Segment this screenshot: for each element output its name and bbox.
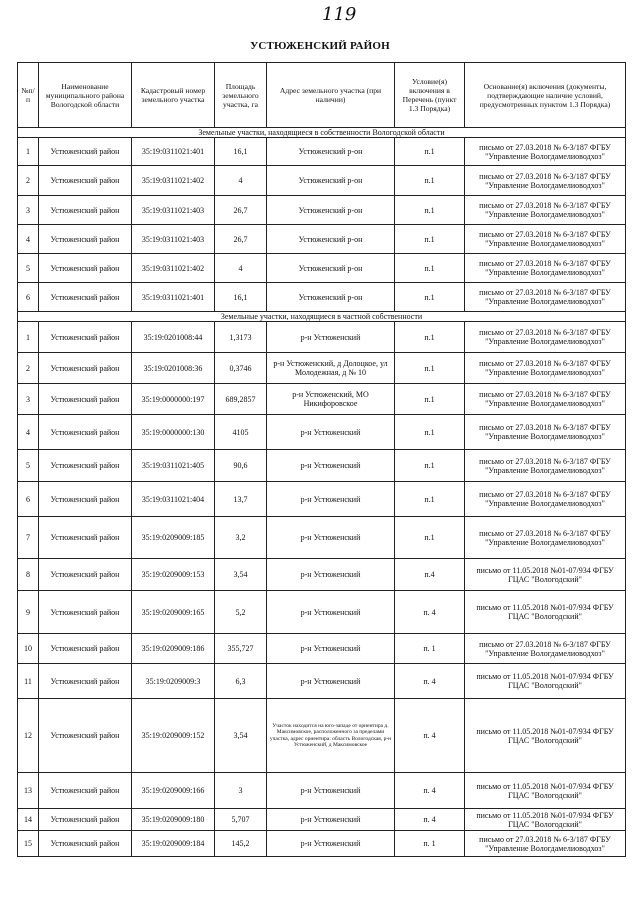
section-title: Земельные участки, находящиеся в частной собственности bbox=[18, 312, 626, 322]
basis-cell: письмо от 11.05.2018 №01-07/934 ФГБУ ГЦАС "Вологодский" bbox=[465, 699, 626, 773]
condition-cell: п.1 bbox=[395, 225, 465, 254]
area-cell: 689,2857 bbox=[215, 384, 267, 415]
cadastral-number-cell: 35:19:0209009:166 bbox=[132, 773, 215, 809]
row-number: 3 bbox=[18, 196, 39, 225]
address-cell: Участок находится на юго-западе от ориентира д. Максимовское, расположенного за пределами участка, адрес ориентира: область Вологодская, р-н Устюженский, д Максимовское bbox=[267, 699, 395, 773]
area-cell: 4 bbox=[215, 166, 267, 196]
area-cell: 4 bbox=[215, 254, 267, 283]
table-row bbox=[18, 773, 626, 809]
address-cell: Устюженский р-он bbox=[267, 283, 395, 312]
district-cell: Устюженский район bbox=[39, 559, 132, 591]
condition-cell: п.1 bbox=[395, 384, 465, 415]
row-number: 1 bbox=[18, 322, 39, 353]
row-number: 10 bbox=[18, 634, 39, 664]
row-number: 4 bbox=[18, 225, 39, 254]
table-row bbox=[18, 225, 626, 254]
section-header-row bbox=[18, 128, 626, 138]
cadastral-number-cell: 35:19:0311021:403 bbox=[132, 196, 215, 225]
cadastral-number-cell: 35:19:0311021:401 bbox=[132, 138, 215, 166]
condition-cell: п.1 bbox=[395, 415, 465, 450]
area-cell: 5,707 bbox=[215, 809, 267, 831]
condition-cell: п.1 bbox=[395, 482, 465, 517]
basis-cell: письмо от 27.03.2018 № 6-3/187 ФГБУ "Управление Вологдамелиоводхоз" bbox=[465, 482, 626, 517]
address-cell: р-н Устюженский bbox=[267, 482, 395, 517]
address-cell: р-н Устюженский bbox=[267, 664, 395, 699]
address-cell: р-н Устюженский, МО Никифоровское bbox=[267, 384, 395, 415]
area-cell: 3,54 bbox=[215, 699, 267, 773]
condition-cell: п. 4 bbox=[395, 664, 465, 699]
area-cell: 1,3173 bbox=[215, 322, 267, 353]
section-header-row bbox=[18, 312, 626, 322]
district-cell: Устюженский район bbox=[39, 634, 132, 664]
address-cell: р-н Устюженский bbox=[267, 634, 395, 664]
area-cell: 3 bbox=[215, 773, 267, 809]
district-cell: Устюженский район bbox=[39, 196, 132, 225]
condition-cell: п. 4 bbox=[395, 773, 465, 809]
district-cell: Устюженский район bbox=[39, 384, 132, 415]
page-number: 119 bbox=[322, 4, 357, 25]
basis-cell: письмо от 11.05.2018 №01-07/934 ФГБУ ГЦАС "Вологодский" bbox=[465, 809, 626, 831]
area-cell: 3,2 bbox=[215, 517, 267, 559]
cadastral-number-cell: 35:19:0209009:180 bbox=[132, 809, 215, 831]
basis-cell: письмо от 27.03.2018 № 6-3/187 ФГБУ "Управление Вологдамелиоводхоз" bbox=[465, 166, 626, 196]
district-cell: Устюженский район bbox=[39, 517, 132, 559]
basis-cell: письмо от 27.03.2018 № 6-3/187 ФГБУ "Управление Вологдамелиоводхоз" bbox=[465, 254, 626, 283]
row-number: 8 bbox=[18, 559, 39, 591]
district-cell: Устюженский район bbox=[39, 809, 132, 831]
condition-cell: п. 4 bbox=[395, 809, 465, 831]
table-row bbox=[18, 450, 626, 482]
basis-cell: письмо от 27.03.2018 № 6-3/187 ФГБУ "Управление Вологдамелиоводхоз" bbox=[465, 138, 626, 166]
area-cell: 16,1 bbox=[215, 283, 267, 312]
address-cell: р-н Устюженский bbox=[267, 831, 395, 857]
header-condition: Условие(я) включения в Перечень (пункт 1.3 Порядка) bbox=[395, 63, 465, 128]
basis-cell: письмо от 27.03.2018 № 6-3/187 ФГБУ "Управление Вологдамелиоводхоз" bbox=[465, 450, 626, 482]
table-body bbox=[18, 128, 626, 857]
basis-cell: письмо от 27.03.2018 № 6-3/187 ФГБУ "Управление Вологдамелиоводхоз" bbox=[465, 322, 626, 353]
header-district: Наименование муниципального района Вологодской области bbox=[39, 63, 132, 128]
cadastral-number-cell: 35:19:0209009:184 bbox=[132, 831, 215, 857]
row-number: 1 bbox=[18, 138, 39, 166]
address-cell: Устюженский р-он bbox=[267, 225, 395, 254]
table-row bbox=[18, 482, 626, 517]
cadastral-number-cell: 35:19:0209009:152 bbox=[132, 699, 215, 773]
table-row bbox=[18, 196, 626, 225]
cadastral-number-cell: 35:19:0311021:403 bbox=[132, 225, 215, 254]
address-cell: р-н Устюженский bbox=[267, 773, 395, 809]
header-number: №п/ п bbox=[18, 63, 39, 128]
address-cell: р-н Устюженский bbox=[267, 415, 395, 450]
address-cell: р-н Устюженский bbox=[267, 559, 395, 591]
row-number: 13 bbox=[18, 773, 39, 809]
table-row bbox=[18, 591, 626, 634]
row-number: 6 bbox=[18, 283, 39, 312]
district-cell: Устюженский район bbox=[39, 773, 132, 809]
condition-cell: п. 1 bbox=[395, 634, 465, 664]
area-cell: 6,3 bbox=[215, 664, 267, 699]
table-row bbox=[18, 831, 626, 857]
basis-cell: письмо от 27.03.2018 № 6-3/187 ФГБУ "Управление Вологдамелиоводхоз" bbox=[465, 415, 626, 450]
address-cell: р-н Устюженский bbox=[267, 591, 395, 634]
basis-cell: письмо от 11.05.2018 №01-07/934 ФГБУ ГЦАС "Вологодский" bbox=[465, 591, 626, 634]
area-cell: 26,7 bbox=[215, 196, 267, 225]
table-header-row bbox=[18, 63, 626, 128]
district-cell: Устюженский район bbox=[39, 482, 132, 517]
address-cell: р-н Устюженский bbox=[267, 322, 395, 353]
condition-cell: п. 1 bbox=[395, 831, 465, 857]
row-number: 15 bbox=[18, 831, 39, 857]
condition-cell: п.1 bbox=[395, 196, 465, 225]
district-cell: Устюженский район bbox=[39, 415, 132, 450]
district-cell: Устюженский район bbox=[39, 353, 132, 384]
district-cell: Устюженский район bbox=[39, 322, 132, 353]
header-area: Площадь земельного участка, га bbox=[215, 63, 267, 128]
address-cell: Устюженский р-он bbox=[267, 138, 395, 166]
table-row bbox=[18, 664, 626, 699]
address-cell: Устюженский р-он bbox=[267, 166, 395, 196]
basis-cell: письмо от 27.03.2018 № 6-3/187 ФГБУ "Управление Вологдамелиоводхоз" bbox=[465, 384, 626, 415]
basis-cell: письмо от 27.03.2018 № 6-3/187 ФГБУ "Управление Вологдамелиоводхоз" bbox=[465, 196, 626, 225]
basis-cell: письмо от 27.03.2018 № 6-3/187 ФГБУ "Управление Вологдамелиоводхоз" bbox=[465, 634, 626, 664]
district-cell: Устюженский район bbox=[39, 699, 132, 773]
cadastral-number-cell: 35:19:0000000:130 bbox=[132, 415, 215, 450]
cadastral-number-cell: 35:19:0209009:165 bbox=[132, 591, 215, 634]
basis-cell: письмо от 11.05.2018 №01-07/934 ФГБУ ГЦАС "Вологодский" bbox=[465, 559, 626, 591]
table-row bbox=[18, 138, 626, 166]
area-cell: 5,2 bbox=[215, 591, 267, 634]
table-row bbox=[18, 254, 626, 283]
basis-cell: письмо от 27.03.2018 № 6-3/187 ФГБУ "Управление Вологдамелиоводхоз" bbox=[465, 353, 626, 384]
table-row bbox=[18, 415, 626, 450]
area-cell: 26,7 bbox=[215, 225, 267, 254]
row-number: 6 bbox=[18, 482, 39, 517]
land-plots-table bbox=[17, 62, 626, 857]
address-cell: Устюженский р-он bbox=[267, 254, 395, 283]
area-cell: 145,2 bbox=[215, 831, 267, 857]
cadastral-number-cell: 35:19:0311021:404 bbox=[132, 482, 215, 517]
address-cell: р-н Устюженский bbox=[267, 517, 395, 559]
row-number: 3 bbox=[18, 384, 39, 415]
cadastral-number-cell: 35:19:0201008:44 bbox=[132, 322, 215, 353]
district-cell: Устюженский район bbox=[39, 138, 132, 166]
district-cell: Устюженский район bbox=[39, 225, 132, 254]
row-number: 11 bbox=[18, 664, 39, 699]
header-cadastral: Кадастровый номер земельного участка bbox=[132, 63, 215, 128]
condition-cell: п. 4 bbox=[395, 699, 465, 773]
row-number: 5 bbox=[18, 254, 39, 283]
address-cell: р-н Устюженский, д Долоцкое, ул Молодежная, д № 10 bbox=[267, 353, 395, 384]
district-cell: Устюженский район bbox=[39, 831, 132, 857]
table-row bbox=[18, 517, 626, 559]
basis-cell: письмо от 27.03.2018 № 6-3/187 ФГБУ "Управление Вологдамелиоводхоз" bbox=[465, 283, 626, 312]
address-cell: Устюженский р-он bbox=[267, 196, 395, 225]
area-cell: 90,6 bbox=[215, 450, 267, 482]
area-cell: 16,1 bbox=[215, 138, 267, 166]
row-number: 7 bbox=[18, 517, 39, 559]
cadastral-number-cell: 35:19:0311021:402 bbox=[132, 254, 215, 283]
row-number: 2 bbox=[18, 166, 39, 196]
row-number: 14 bbox=[18, 809, 39, 831]
cadastral-number-cell: 35:19:0209009:153 bbox=[132, 559, 215, 591]
address-cell: р-н Устюженский bbox=[267, 450, 395, 482]
row-number: 2 bbox=[18, 353, 39, 384]
table-row bbox=[18, 634, 626, 664]
table-row bbox=[18, 353, 626, 384]
cadastral-number-cell: 35:19:0209009:185 bbox=[132, 517, 215, 559]
condition-cell: п.1 bbox=[395, 138, 465, 166]
condition-cell: п. 4 bbox=[395, 591, 465, 634]
header-basis: Основание(я) включения (документы, подтверждающие наличие условий, предусмотренных пунктом 1.3 Порядка) bbox=[465, 63, 626, 128]
area-cell: 355,727 bbox=[215, 634, 267, 664]
cadastral-number-cell: 35:19:0311021:402 bbox=[132, 166, 215, 196]
row-number: 12 bbox=[18, 699, 39, 773]
basis-cell: письмо от 11.05.2018 №01-07/934 ФГБУ ГЦАС "Вологодский" bbox=[465, 773, 626, 809]
area-cell: 3,54 bbox=[215, 559, 267, 591]
table-row bbox=[18, 699, 626, 773]
district-cell: Устюженский район bbox=[39, 591, 132, 634]
area-cell: 0,3746 bbox=[215, 353, 267, 384]
table-row bbox=[18, 322, 626, 353]
condition-cell: п.1 bbox=[395, 322, 465, 353]
district-cell: Устюженский район bbox=[39, 664, 132, 699]
district-cell: Устюженский район bbox=[39, 450, 132, 482]
table-row bbox=[18, 166, 626, 196]
basis-cell: письмо от 27.03.2018 № 6-3/187 ФГБУ "Управление Вологдамелиоводхоз" bbox=[465, 517, 626, 559]
basis-cell: письмо от 27.03.2018 № 6-3/187 ФГБУ "Управление Вологдамелиоводхоз" bbox=[465, 831, 626, 857]
basis-cell: письмо от 11.05.2018 №01-07/934 ФГБУ ГЦАС "Вологодский" bbox=[465, 664, 626, 699]
row-number: 9 bbox=[18, 591, 39, 634]
condition-cell: п.4 bbox=[395, 559, 465, 591]
cadastral-number-cell: 35:19:0209009:3 bbox=[132, 664, 215, 699]
header-address: Адрес земельного участка (при наличии) bbox=[267, 63, 395, 128]
cadastral-number-cell: 35:19:0201008:36 bbox=[132, 353, 215, 384]
address-cell: р-н Устюженский bbox=[267, 809, 395, 831]
district-cell: Устюженский район bbox=[39, 283, 132, 312]
row-number: 5 bbox=[18, 450, 39, 482]
row-number: 4 bbox=[18, 415, 39, 450]
condition-cell: п.1 bbox=[395, 517, 465, 559]
area-cell: 13,7 bbox=[215, 482, 267, 517]
table-row bbox=[18, 809, 626, 831]
condition-cell: п.1 bbox=[395, 254, 465, 283]
cadastral-number-cell: 35:19:0000000:197 bbox=[132, 384, 215, 415]
district-cell: Устюженский район bbox=[39, 166, 132, 196]
cadastral-number-cell: 35:19:0311021:401 bbox=[132, 283, 215, 312]
section-title: Земельные участки, находящиеся в собственности Вологодской области bbox=[18, 128, 626, 138]
condition-cell: п.1 bbox=[395, 450, 465, 482]
condition-cell: п.1 bbox=[395, 283, 465, 312]
table-row bbox=[18, 283, 626, 312]
document-title: УСТЮЖЕНСКИЙ РАЙОН bbox=[250, 40, 390, 52]
condition-cell: п.1 bbox=[395, 166, 465, 196]
table-row bbox=[18, 384, 626, 415]
condition-cell: п.1 bbox=[395, 353, 465, 384]
basis-cell: письмо от 27.03.2018 № 6-3/187 ФГБУ "Управление Вологдамелиоводхоз" bbox=[465, 225, 626, 254]
area-cell: 4105 bbox=[215, 415, 267, 450]
cadastral-number-cell: 35:19:0311021:405 bbox=[132, 450, 215, 482]
district-cell: Устюженский район bbox=[39, 254, 132, 283]
cadastral-number-cell: 35:19:0209009:186 bbox=[132, 634, 215, 664]
table-row bbox=[18, 559, 626, 591]
